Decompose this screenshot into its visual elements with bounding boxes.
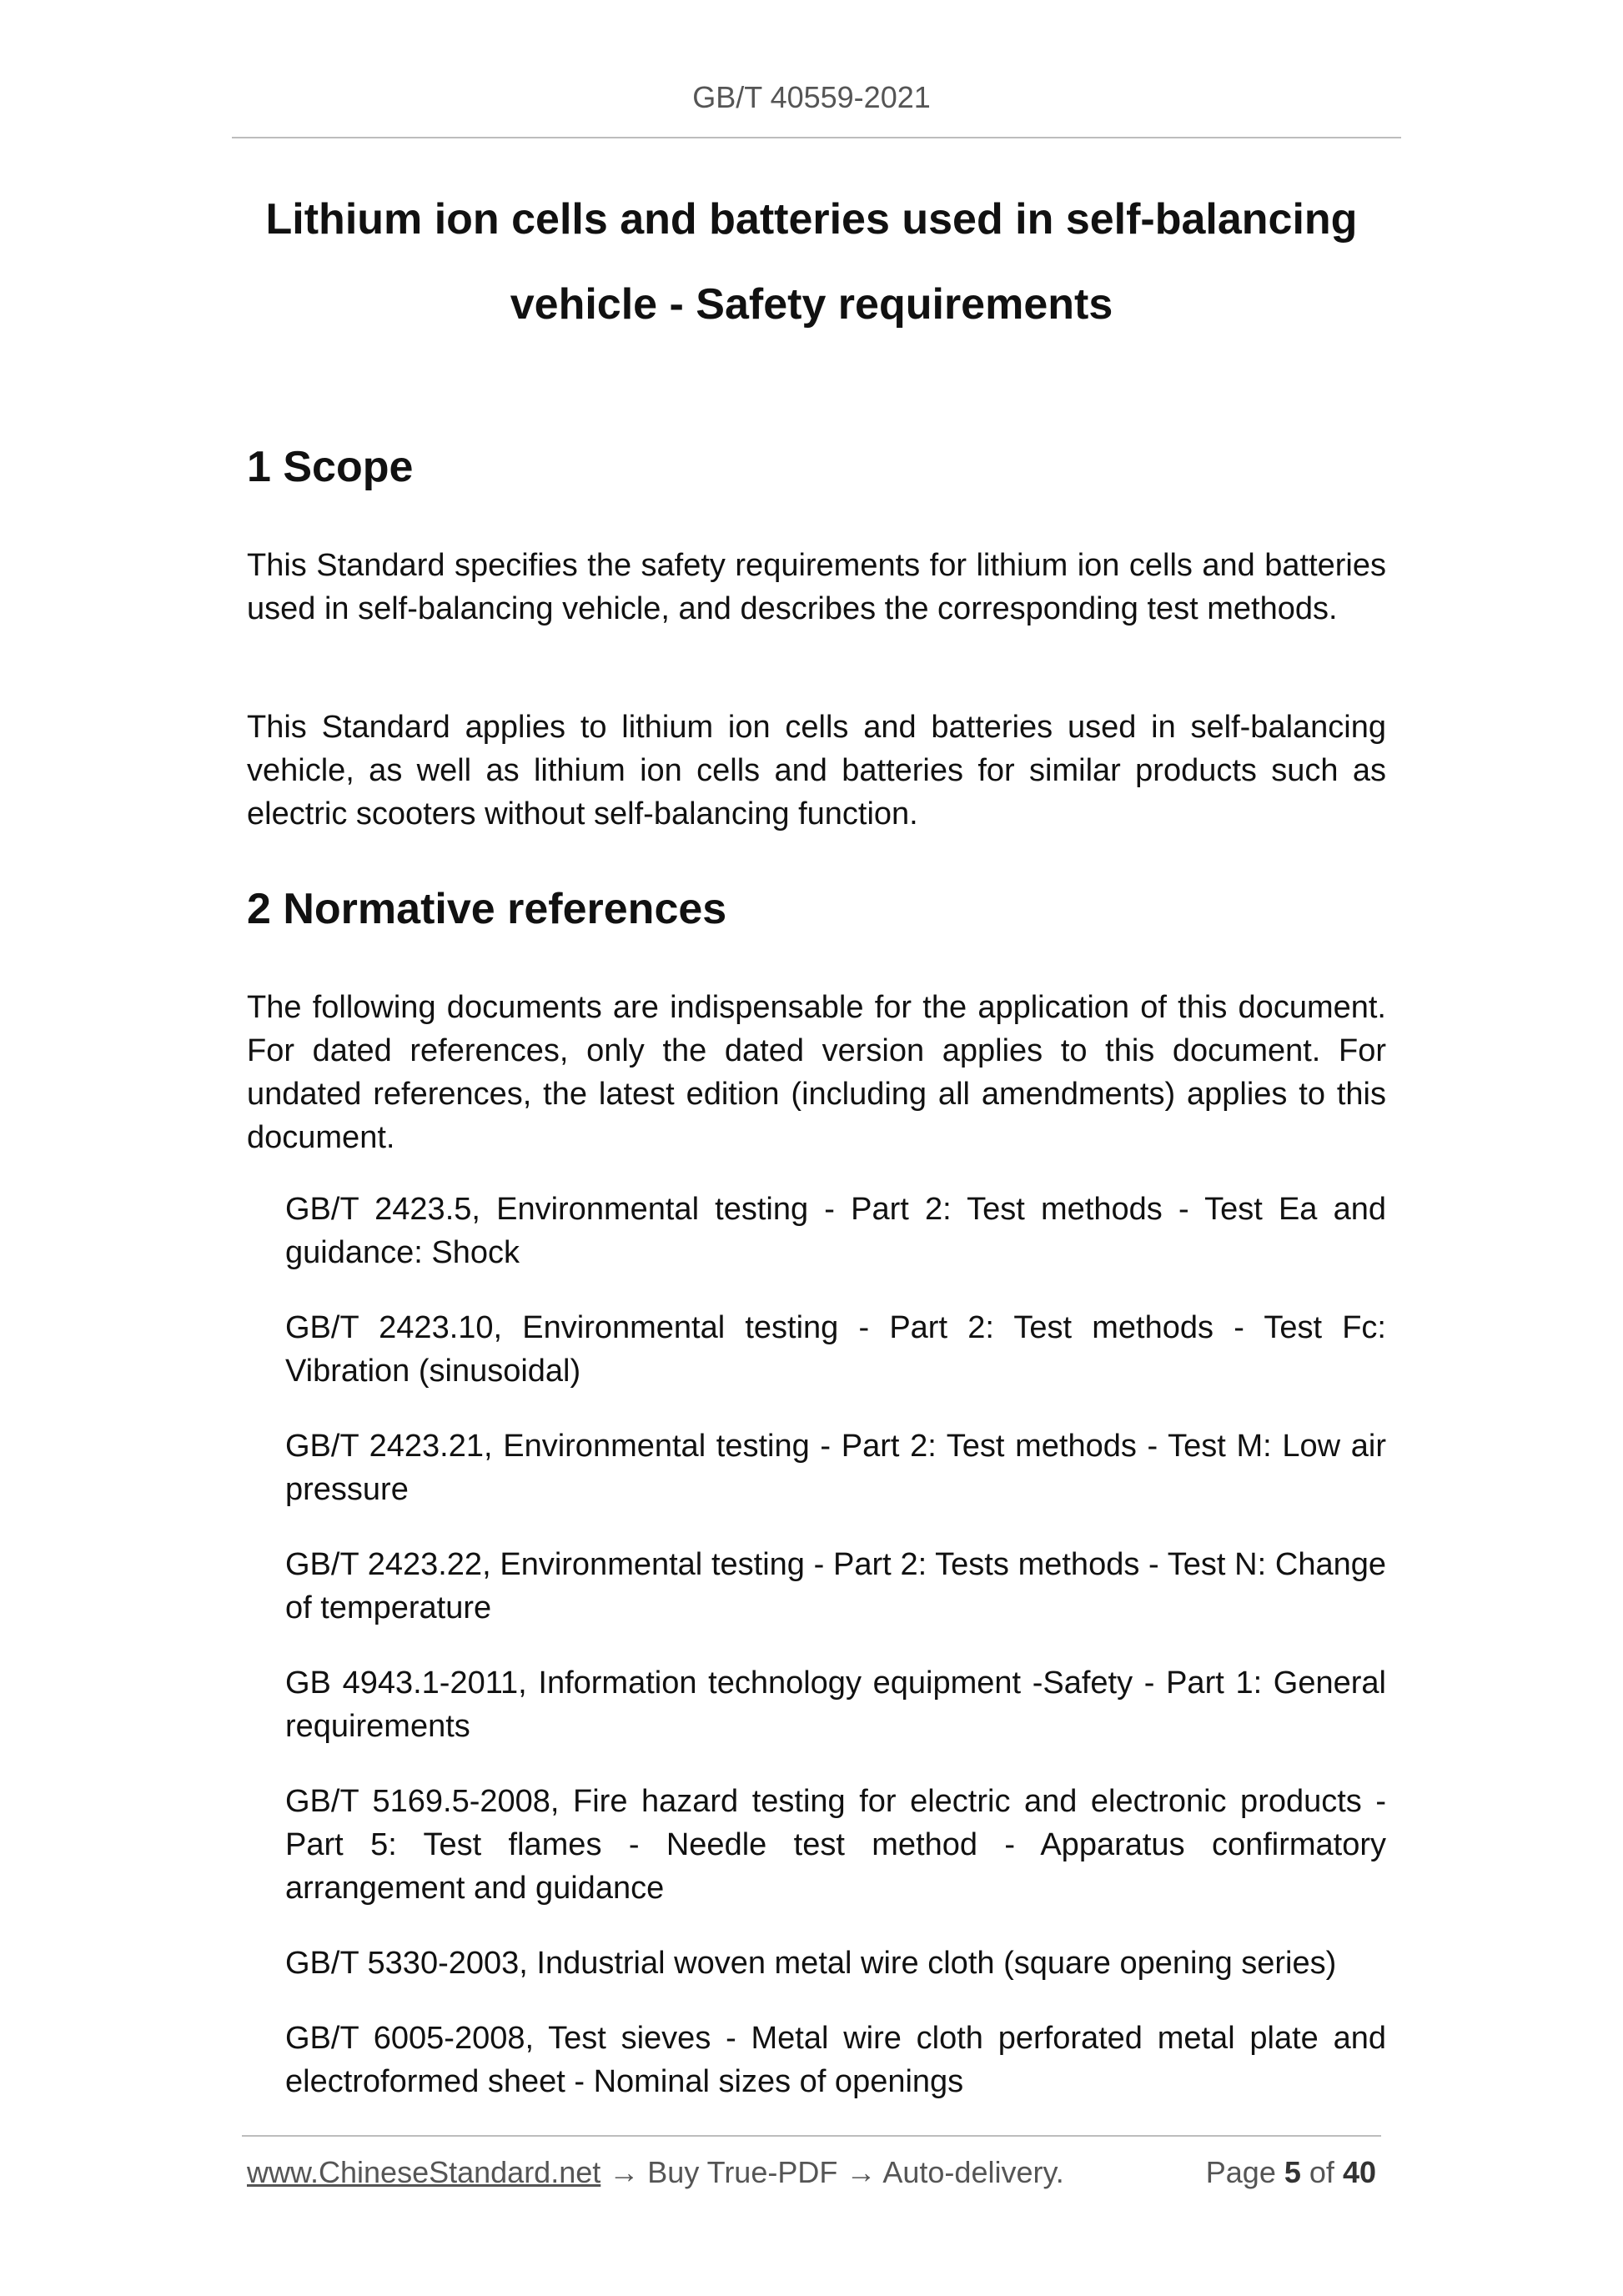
scope-paragraph-1-block — [247, 544, 1386, 631]
reference-item: GB/T 5169.5-2008, Fire hazard testing for electric and electronic products - Part 5: Test flames - Needle test method - Apparatus confirmatory arrangement and guidance — [285, 1784, 1386, 1906]
title-line-1: Lithium ion cells and batteries used in self-balancing — [265, 195, 1358, 244]
of-label: of — [1309, 2155, 1334, 2189]
scope-paragraph-1: This Standard specifies the safety requirements for lithium ion cells and batteries used in self-balancing vehicle, and describes the corresponding test methods. — [247, 548, 1386, 626]
document-code-header: GB/T 40559-2021 — [692, 80, 931, 114]
arrow-right-icon: → — [609, 2155, 640, 2189]
footer-divider — [242, 2135, 1381, 2137]
title-line-2: vehicle - Safety requirements — [510, 280, 1113, 329]
page-number: 5 — [1284, 2155, 1301, 2189]
reference-item: GB/T 2423.21, Environmental testing - Part 2: Test methods - Test M: Low air pressure — [285, 1429, 1386, 1507]
reference-item: GB/T 2423.10, Environmental testing - Part 2: Test methods - Test Fc: Vibration (sinusoidal) — [285, 1310, 1386, 1389]
scope-paragraph-2-block — [247, 706, 1386, 836]
page-label: Page — [1205, 2155, 1276, 2189]
reference-list — [285, 1188, 1386, 2135]
arrow-right-icon: → — [846, 2155, 877, 2189]
page-total: 40 — [1342, 2155, 1376, 2189]
reference-item: GB/T 2423.22, Environmental testing - Part 2: Tests methods - Test N: Change of temperature — [285, 1547, 1386, 1625]
page-indicator — [1206, 2155, 1376, 2190]
normative-section — [247, 884, 1386, 934]
buy-pdf-text: Buy True-PDF — [647, 2155, 838, 2189]
reference-item: GB 4943.1-2011, Information technology equipment -Safety - Part 1: General requirements — [285, 1665, 1386, 1744]
reference-item: GB/T 2423.5, Environmental testing - Part 2: Test methods - Test Ea and guidance: Shock — [285, 1192, 1386, 1270]
website-link[interactable]: www.ChineseStandard.net — [247, 2155, 601, 2189]
normative-intro: The following documents are indispensable for the application of this document. For dated references, only the dated version applies to this document. For undated references, the latest edition (including all amendments) applies to this document. — [247, 990, 1386, 1155]
reference-item: GB/T 5330-2003, Industrial woven metal wire cloth (square opening series) — [285, 1946, 1337, 1981]
scope-paragraph-2: This Standard applies to lithium ion cells and batteries used in self-balancing vehicle, as well as lithium ion cells and batteries for similar products such as electric scooters without self-balancing function. — [247, 710, 1386, 831]
page-footer — [247, 2155, 1386, 2190]
scope-heading: 1 Scope — [247, 443, 414, 491]
scope-section — [247, 442, 1386, 492]
document-title — [200, 177, 1423, 347]
reference-item: GB/T 6005-2008, Test sieves - Metal wire cloth perforated metal plate and electroformed sheet - Nominal sizes of openings — [285, 2021, 1386, 2099]
normative-heading: 2 Normative references — [247, 885, 727, 933]
header-divider — [232, 137, 1401, 138]
normative-intro-block — [247, 986, 1386, 1159]
auto-delivery-text: Auto-delivery. — [882, 2155, 1064, 2189]
